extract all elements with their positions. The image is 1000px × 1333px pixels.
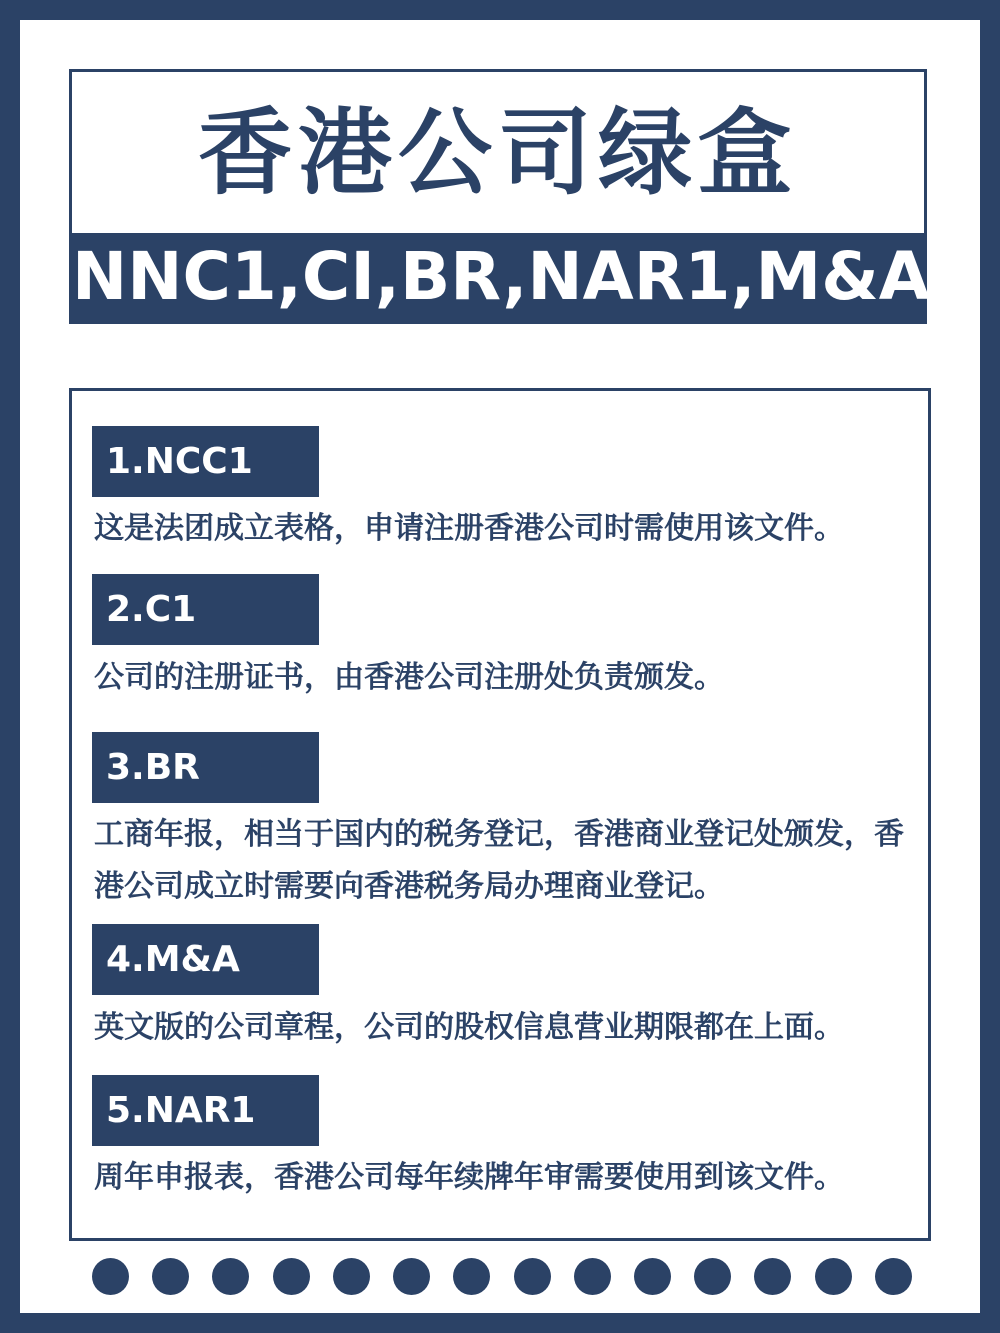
item-label-ncc1: 1.NCC1 <box>92 426 319 497</box>
item-desc-nar1: 周年申报表，香港公司每年续牌年审需要使用到该文件。 <box>94 1160 844 1195</box>
item-label-c1: 2.C1 <box>92 574 319 645</box>
page-card <box>20 20 980 1313</box>
decorative-dot <box>574 1258 611 1295</box>
item-label-nar1: 5.NAR1 <box>92 1075 319 1146</box>
item-label-br: 3.BR <box>92 732 319 803</box>
item-label-ma: 4.M&A <box>92 924 319 995</box>
decorative-dot <box>875 1258 912 1295</box>
decorative-dot <box>152 1258 189 1295</box>
decorative-dot <box>393 1258 430 1295</box>
decorative-dot <box>754 1258 791 1295</box>
item-desc-br: 工商年报，相当于国内的税务登记，香港商业登记处颁发，香港公司成立时需要向香港税务局办理商业登记。 <box>94 817 904 904</box>
title-block <box>69 69 930 324</box>
subtitle-banner: NNC1,CI,BR,NAR1,M&A <box>72 233 924 321</box>
decorative-dot <box>815 1258 852 1295</box>
decorative-dot <box>634 1258 671 1295</box>
item-desc-c1: 公司的注册证书，由香港公司注册处负责颁发。 <box>94 660 724 695</box>
decorative-dot <box>212 1258 249 1295</box>
item-desc-ncc1: 这是法团成立表格，申请注册香港公司时需使用该文件。 <box>94 511 844 546</box>
content-block <box>69 388 931 1241</box>
decorative-dot <box>333 1258 370 1295</box>
decorative-dot <box>273 1258 310 1295</box>
decorative-dot <box>694 1258 731 1295</box>
decorative-dot-row <box>92 1258 912 1296</box>
decorative-dot <box>92 1258 129 1295</box>
item-desc-ma: 英文版的公司章程，公司的股权信息营业期限都在上面。 <box>94 1010 844 1045</box>
decorative-dot <box>514 1258 551 1295</box>
page-title: 香港公司绿盒 <box>197 99 798 208</box>
decorative-dot <box>453 1258 490 1295</box>
